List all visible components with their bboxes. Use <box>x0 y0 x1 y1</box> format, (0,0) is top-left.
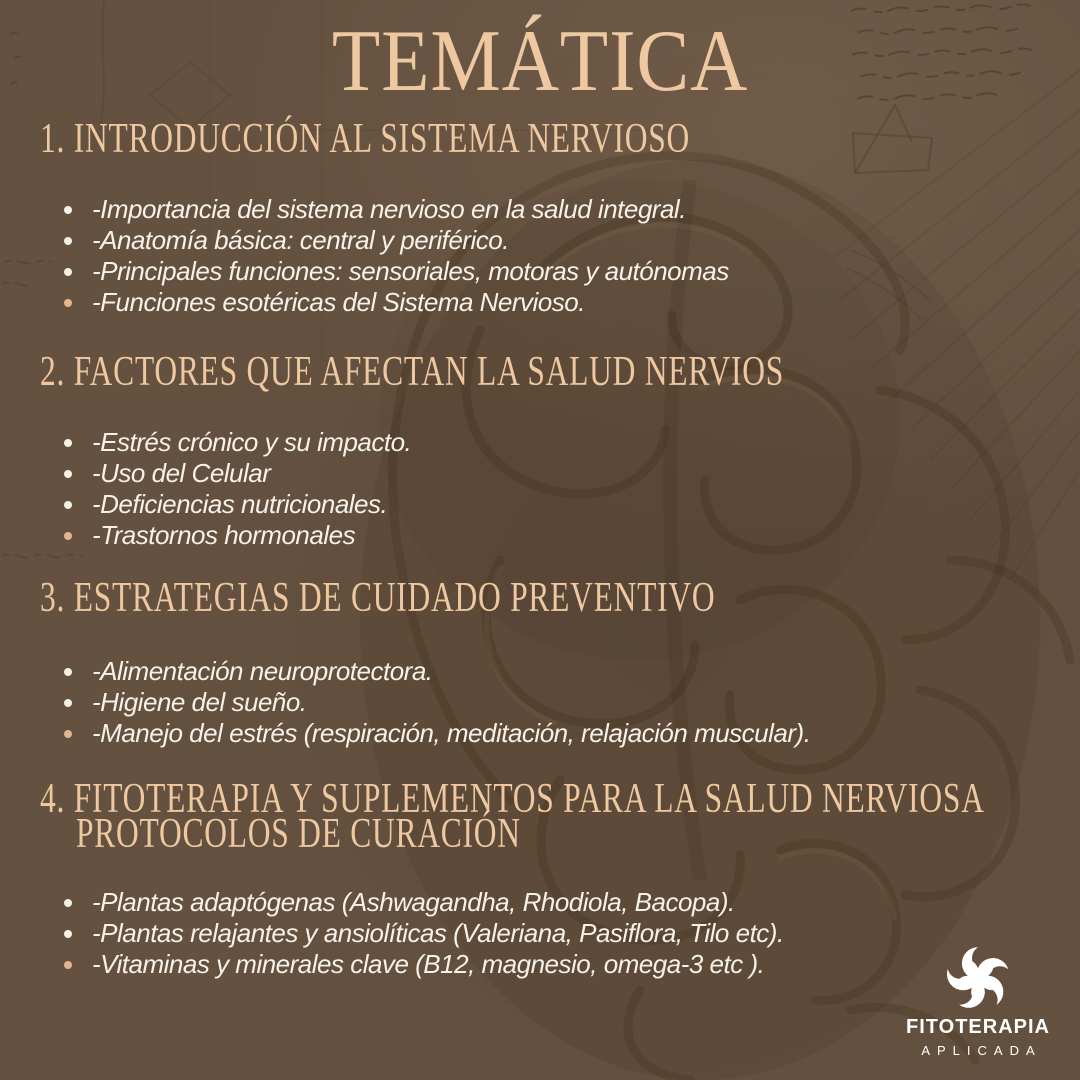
list-item-text: -Plantas relajantes y ansiolíticas (Valeriana, Pasiflora, Tilo etc). <box>92 918 784 948</box>
section-3-list <box>40 656 810 749</box>
list-item <box>40 718 810 749</box>
section-3-heading <box>40 577 715 619</box>
list-item <box>40 225 729 256</box>
list-item-text: -Plantas adaptógenas (Ashwagandha, Rhodiola, Bacopa). <box>92 887 735 917</box>
brand-name: FITOTERAPIA <box>906 1016 1050 1038</box>
bullet-dot-icon <box>64 299 72 307</box>
bullet-dot-icon <box>64 439 72 447</box>
list-item-text: -Principales funciones: sensoriales, motoras y autónomas <box>92 256 729 286</box>
section-3-heading-line1: 3. ESTRATEGIAS DE CUIDADO PREVENTIVO <box>40 575 716 621</box>
list-item-text: -Importancia del sistema nervioso en la salud integral. <box>92 194 686 224</box>
bullet-dot-icon <box>64 668 72 676</box>
bullet-dot-icon <box>64 237 72 245</box>
list-item <box>40 194 729 225</box>
bullet-dot-icon <box>64 470 72 478</box>
list-item-text: -Trastornos hormonales <box>92 520 356 550</box>
section-1-heading <box>40 118 690 160</box>
list-item <box>40 427 411 458</box>
list-item-text: -Anatomía básica: central y periférico. <box>92 225 509 255</box>
section-2-list <box>40 427 411 551</box>
section-4-heading-line2: PROTOCOLOS DE CURACIÓN <box>76 811 521 857</box>
section-4-heading <box>40 778 985 855</box>
list-item <box>40 687 810 718</box>
list-item-text: -Higiene del sueño. <box>92 687 307 717</box>
list-item <box>40 256 729 287</box>
bullet-dot-icon <box>64 699 72 707</box>
list-item <box>40 520 411 551</box>
bullet-dot-icon <box>64 961 72 969</box>
list-item <box>40 458 411 489</box>
list-item-text: -Deficiencias nutricionales. <box>92 489 388 519</box>
bullet-dot-icon <box>64 206 72 214</box>
list-item <box>40 489 411 520</box>
brand-logo <box>905 942 1051 1058</box>
bullet-dot-icon <box>64 730 72 738</box>
section-4-list <box>40 887 784 980</box>
section-4-heading-line1: 4. FITOTERAPIA Y SUPLEMENTOS PARA LA SALUD NERVIOSA <box>40 776 985 822</box>
bullet-dot-icon <box>64 899 72 907</box>
list-item-text: -Alimentación neuroprotectora. <box>92 656 433 686</box>
list-item <box>40 287 729 318</box>
section-2-heading-line1: 2. FACTORES QUE AFECTAN LA SALUD NERVIOS <box>40 349 784 395</box>
list-item-text: -Uso del Celular <box>92 458 271 488</box>
bullet-dot-icon <box>64 501 72 509</box>
bullet-dot-icon <box>64 268 72 276</box>
list-item-text: -Vitaminas y minerales clave (B12, magnesio, omega-3 etc ). <box>92 949 765 979</box>
list-item <box>40 887 784 918</box>
list-item <box>40 949 784 980</box>
list-item-text: -Manejo del estrés (respiración, meditación, relajación muscular). <box>92 718 811 748</box>
bullet-dot-icon <box>64 532 72 540</box>
list-item <box>40 918 784 949</box>
section-2-heading <box>40 351 784 393</box>
bullet-dot-icon <box>64 930 72 938</box>
list-item-text: -Funciones esotéricas del Sistema Nervioso. <box>92 287 585 317</box>
crescent-flower-logo-icon <box>940 942 1016 1016</box>
page-title: TEMÁTICA <box>331 13 749 110</box>
list-item <box>40 656 810 687</box>
list-item-text: -Estrés crónico y su impacto. <box>92 427 412 457</box>
brand-subtitle: APLICADA <box>921 1043 1042 1058</box>
section-1-heading-line1: 1. INTRODUCCIÓN AL SISTEMA NERVIOSO <box>40 116 690 162</box>
section-1-list <box>40 194 729 318</box>
